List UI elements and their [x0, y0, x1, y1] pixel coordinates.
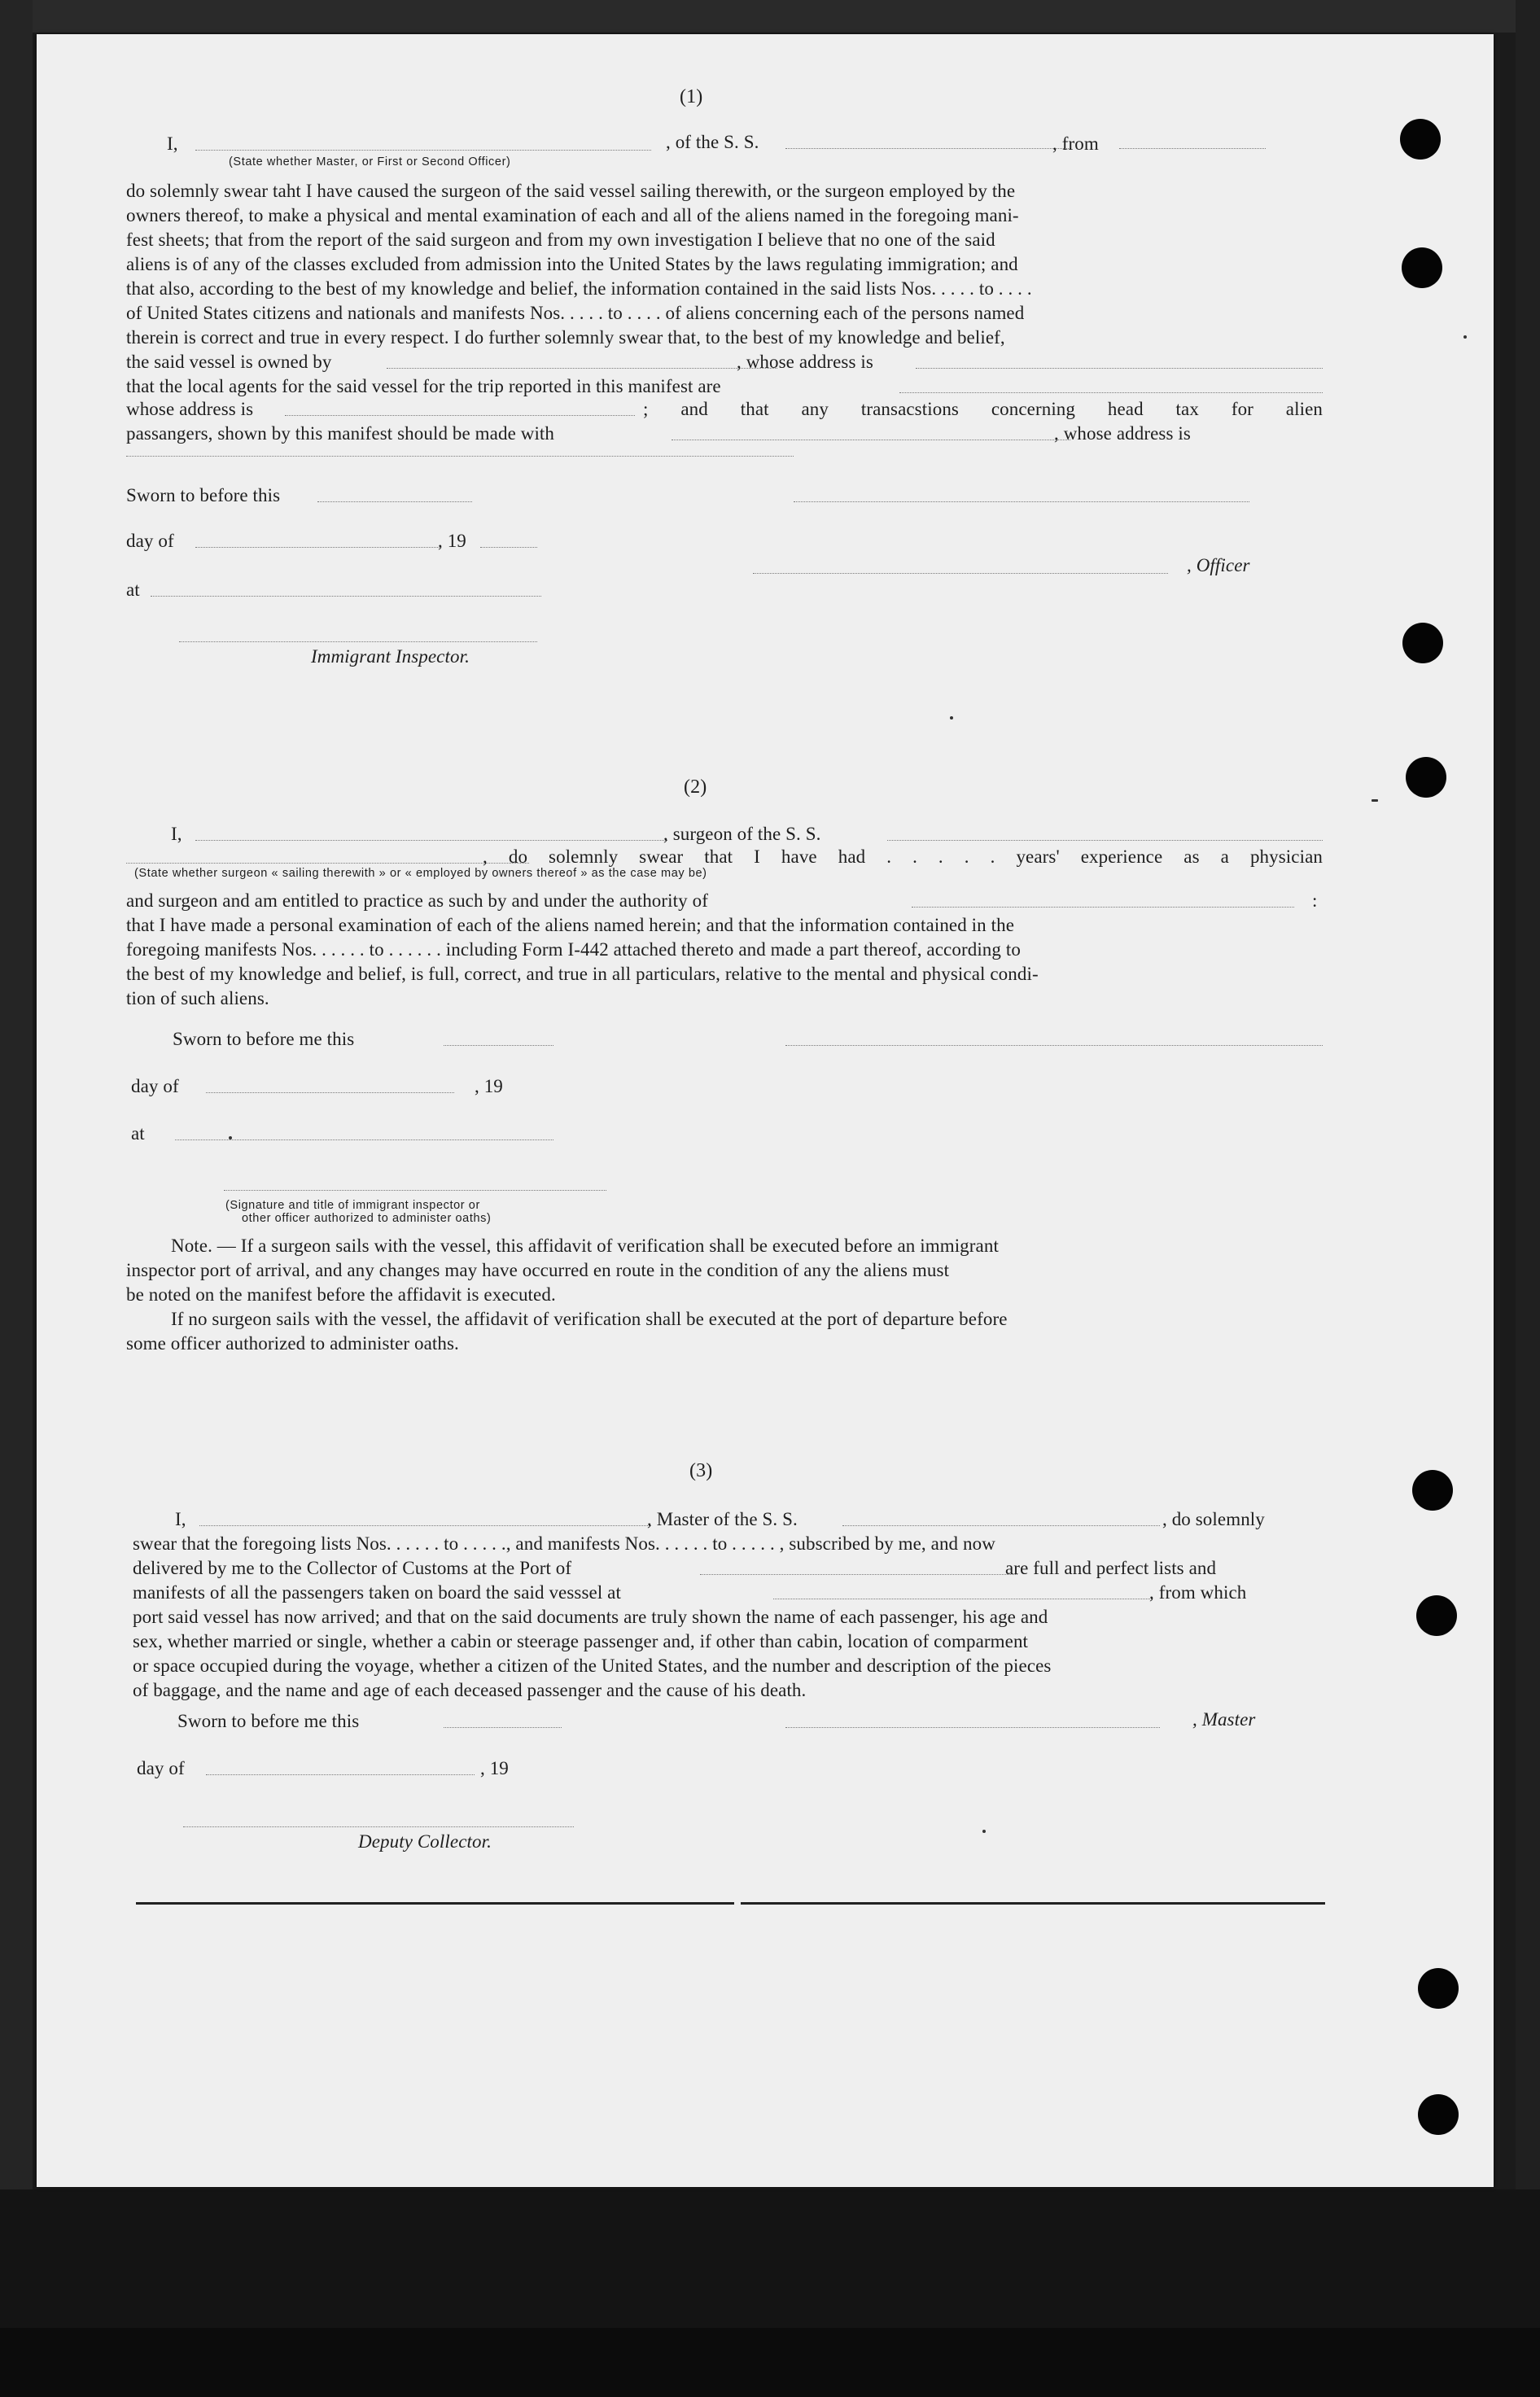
- text-line: foregoing manifests Nos. . . . . . to . . . . . . including Form I-442 attached thereto and made a part thereof, according to: [126, 939, 1021, 960]
- label-day-of: day of: [131, 1076, 179, 1096]
- text-line: the best of my knowledge and belief, is full, correct, and true in all particulars, relative to the mental and physical condi-: [126, 964, 1039, 984]
- bottom-rule: [136, 1902, 734, 1905]
- label-master-ss: , Master of the S. S.: [647, 1509, 798, 1529]
- section-number: (3): [689, 1460, 713, 1481]
- agent-address-field[interactable]: [285, 415, 635, 416]
- inspector-signature-line[interactable]: [224, 1190, 606, 1191]
- label-taken-on-board: manifests of all the passengers taken on board the said vesssel at: [133, 1582, 621, 1603]
- officer-signature-line[interactable]: [753, 573, 1168, 574]
- text-line: of baggage, and the name and age of each deceased passenger and the cause of his death.: [133, 1680, 807, 1700]
- section-number: (1): [680, 86, 703, 107]
- text-line: Note. — If a surgeon sails with the vessel, this affidavit of verification shall be executed before an immigrant: [171, 1236, 999, 1256]
- field-note: (State whether Master, or First or Second Officer): [229, 155, 511, 168]
- port-field[interactable]: [700, 1574, 1017, 1575]
- bottom-rule: [741, 1902, 1325, 1905]
- label-passengers: passangers, shown by this manifest should be made with: [126, 423, 555, 444]
- label-from: , from: [1052, 133, 1099, 154]
- scan-frame-left: [0, 0, 33, 2397]
- place-field[interactable]: [175, 1139, 553, 1140]
- text-line: fest sheets; that from the report of the said surgeon and from my own investigation I believe that no one of the said: [126, 230, 995, 250]
- text-line: therein is correct and true in every respect. I do further solemnly swear that, to the best of my knowledge and belief,: [126, 327, 1005, 348]
- signature-line[interactable]: [785, 1045, 1323, 1046]
- text-line: port said vessel has now arrived; and that on the said documents are truly shown the name of each passenger, his age and: [133, 1607, 1048, 1627]
- label-contact-address: , whose address is: [1054, 423, 1191, 444]
- surgeon-type-field[interactable]: [126, 863, 529, 864]
- note-paragraph: [126, 1234, 1323, 1356]
- label-local-agents: that the local agents for the said vessel for the trip reported in this manifest are: [126, 376, 721, 396]
- authority-field[interactable]: [912, 907, 1294, 908]
- label-at: at: [126, 580, 140, 600]
- label-year: , 19: [480, 1758, 509, 1778]
- scan-frame-right: [1516, 0, 1540, 2397]
- label-officer: , Officer: [1187, 555, 1250, 575]
- agents-field[interactable]: [899, 392, 1323, 393]
- month-field[interactable]: [206, 1092, 454, 1093]
- label-i: I,: [171, 824, 182, 844]
- collector-title: Deputy Collector.: [358, 1831, 492, 1852]
- inspector-signature-line[interactable]: [179, 641, 537, 642]
- scan-frame-top: [0, 0, 1540, 33]
- label-at: at: [131, 1123, 145, 1144]
- scan-speck: [950, 716, 953, 720]
- label-sworn: Sworn to before me this: [173, 1029, 355, 1049]
- colon: :: [1312, 890, 1318, 911]
- owner-address-field[interactable]: [916, 368, 1323, 369]
- documents-paragraph: [133, 1605, 1327, 1703]
- ink-mark: [229, 1136, 232, 1139]
- year-field[interactable]: [480, 547, 537, 548]
- experience-text: , do solemnly swear that I have had . . . . . years' experience as a physician: [483, 846, 1323, 867]
- place-field[interactable]: [151, 596, 541, 597]
- scan-speck: [1463, 335, 1467, 339]
- owner-field[interactable]: [387, 368, 777, 369]
- month-field[interactable]: [206, 1774, 475, 1775]
- signature-note-1: (Signature and title of immigrant inspector or: [225, 1199, 480, 1212]
- label-master: , Master: [1192, 1709, 1256, 1730]
- master-name-field[interactable]: [199, 1525, 651, 1526]
- label-surgeon-ss: , surgeon of the S. S.: [663, 824, 821, 844]
- scan-frame-band: [0, 2328, 1540, 2397]
- label-day-of: day of: [137, 1758, 185, 1778]
- label-sworn: Sworn to before this: [126, 485, 281, 505]
- signature-line[interactable]: [794, 501, 1249, 502]
- label-lists: are full and perfect lists and: [1005, 1558, 1217, 1578]
- text-line: sex, whether married or single, whether a cabin or steerage passenger and, if other than cabin, location of comparment: [133, 1631, 1029, 1651]
- examination-paragraph: [126, 913, 1323, 1011]
- manifest-line: swear that the foregoing lists Nos. . . . . . to . . . . ., and manifests Nos. . . . . . to . . . . . , subscribed by me, and now: [133, 1533, 995, 1554]
- label-day-of: day of: [126, 531, 174, 551]
- vessel-name-field[interactable]: [887, 840, 1323, 841]
- section-number: (2): [684, 776, 707, 798]
- surgeon-name-field[interactable]: [195, 840, 667, 841]
- text-line: inspector port of arrival, and any changes may have occurred en route in the condition of any the aliens must: [126, 1260, 950, 1280]
- text-line: do solemnly swear taht I have caused the surgeon of the said vessel sailing therewith, or the surgeon employed by the: [126, 181, 1016, 201]
- signature-line[interactable]: [785, 1727, 1160, 1728]
- scan-speck: [982, 1830, 986, 1833]
- officer-rank-field[interactable]: [195, 150, 651, 151]
- text-line: If no surgeon sails with the vessel, the affidavit of verification shall be executed at the port of departure before: [171, 1309, 1008, 1329]
- text-line: some officer authorized to administer oaths.: [126, 1333, 459, 1354]
- signature-note-2: other officer authorized to administer oaths): [242, 1212, 492, 1225]
- field-note: (State whether surgeon « sailing therewith » or « employed by owners thereof » as the case may be): [134, 867, 707, 880]
- label-i: I,: [175, 1509, 186, 1529]
- label-from-which: , from which: [1149, 1582, 1247, 1603]
- oath-paragraph: [126, 179, 1323, 350]
- text-line: of United States citizens and nationals and manifests Nos. . . . . to . . . . of aliens concerning each of the persons named: [126, 303, 1025, 323]
- label-agent-address: whose address is: [126, 399, 254, 419]
- text-line: aliens is of any of the classes excluded from admission into the United States by the laws regulating immigration; and: [126, 254, 1018, 274]
- scan-speck: [1372, 799, 1378, 802]
- label-i: I,: [167, 133, 178, 154]
- text-line: that I have made a personal examination of each of the aliens named herein; and that the information contained in the: [126, 915, 1015, 935]
- text-line: be noted on the manifest before the affidavit is executed.: [126, 1284, 556, 1305]
- label-sworn: Sworn to before me this: [177, 1711, 360, 1731]
- inspector-title: Immigrant Inspector.: [311, 646, 470, 667]
- vessel-name-field[interactable]: [785, 148, 1070, 149]
- contact-address-field[interactable]: [126, 456, 794, 457]
- label-owned-by: the said vessel is owned by: [126, 352, 332, 372]
- text-line: or space occupied during the voyage, whether a citizen of the United States, and the number and description of the pieces: [133, 1656, 1052, 1676]
- head-tax-text: ; and that any transacstions concerning head tax for alien: [643, 399, 1323, 419]
- label-port: delivered by me to the Collector of Customs at the Port of: [133, 1558, 572, 1578]
- label-year: , 19: [438, 531, 466, 551]
- sworn-day-field[interactable]: [444, 1045, 553, 1046]
- label-authority: and surgeon and am entitled to practice as such by and under the authority of: [126, 890, 708, 911]
- sworn-day-field[interactable]: [444, 1727, 562, 1728]
- document-page: [37, 34, 1494, 2187]
- collector-signature-line[interactable]: [183, 1826, 574, 1827]
- sworn-day-field[interactable]: [317, 501, 472, 502]
- label-whose-address: , whose address is: [737, 352, 873, 372]
- label-year: , 19: [475, 1076, 503, 1096]
- month-field[interactable]: [195, 547, 440, 548]
- label-of-ss: , of the S. S.: [666, 132, 759, 152]
- vessel-name-field[interactable]: [842, 1525, 1160, 1526]
- port-from-field[interactable]: [1119, 148, 1266, 149]
- text-line: tion of such aliens.: [126, 988, 269, 1008]
- text-line: that also, according to the best of my knowledge and belief, the information contained in the said lists Nos. . . . . to . . . .: [126, 278, 1032, 299]
- label-do-solemnly: , do solemnly: [1162, 1509, 1265, 1529]
- text-line: owners thereof, to make a physical and mental examination of each and all of the aliens named in the foregoing mani-: [126, 205, 1019, 225]
